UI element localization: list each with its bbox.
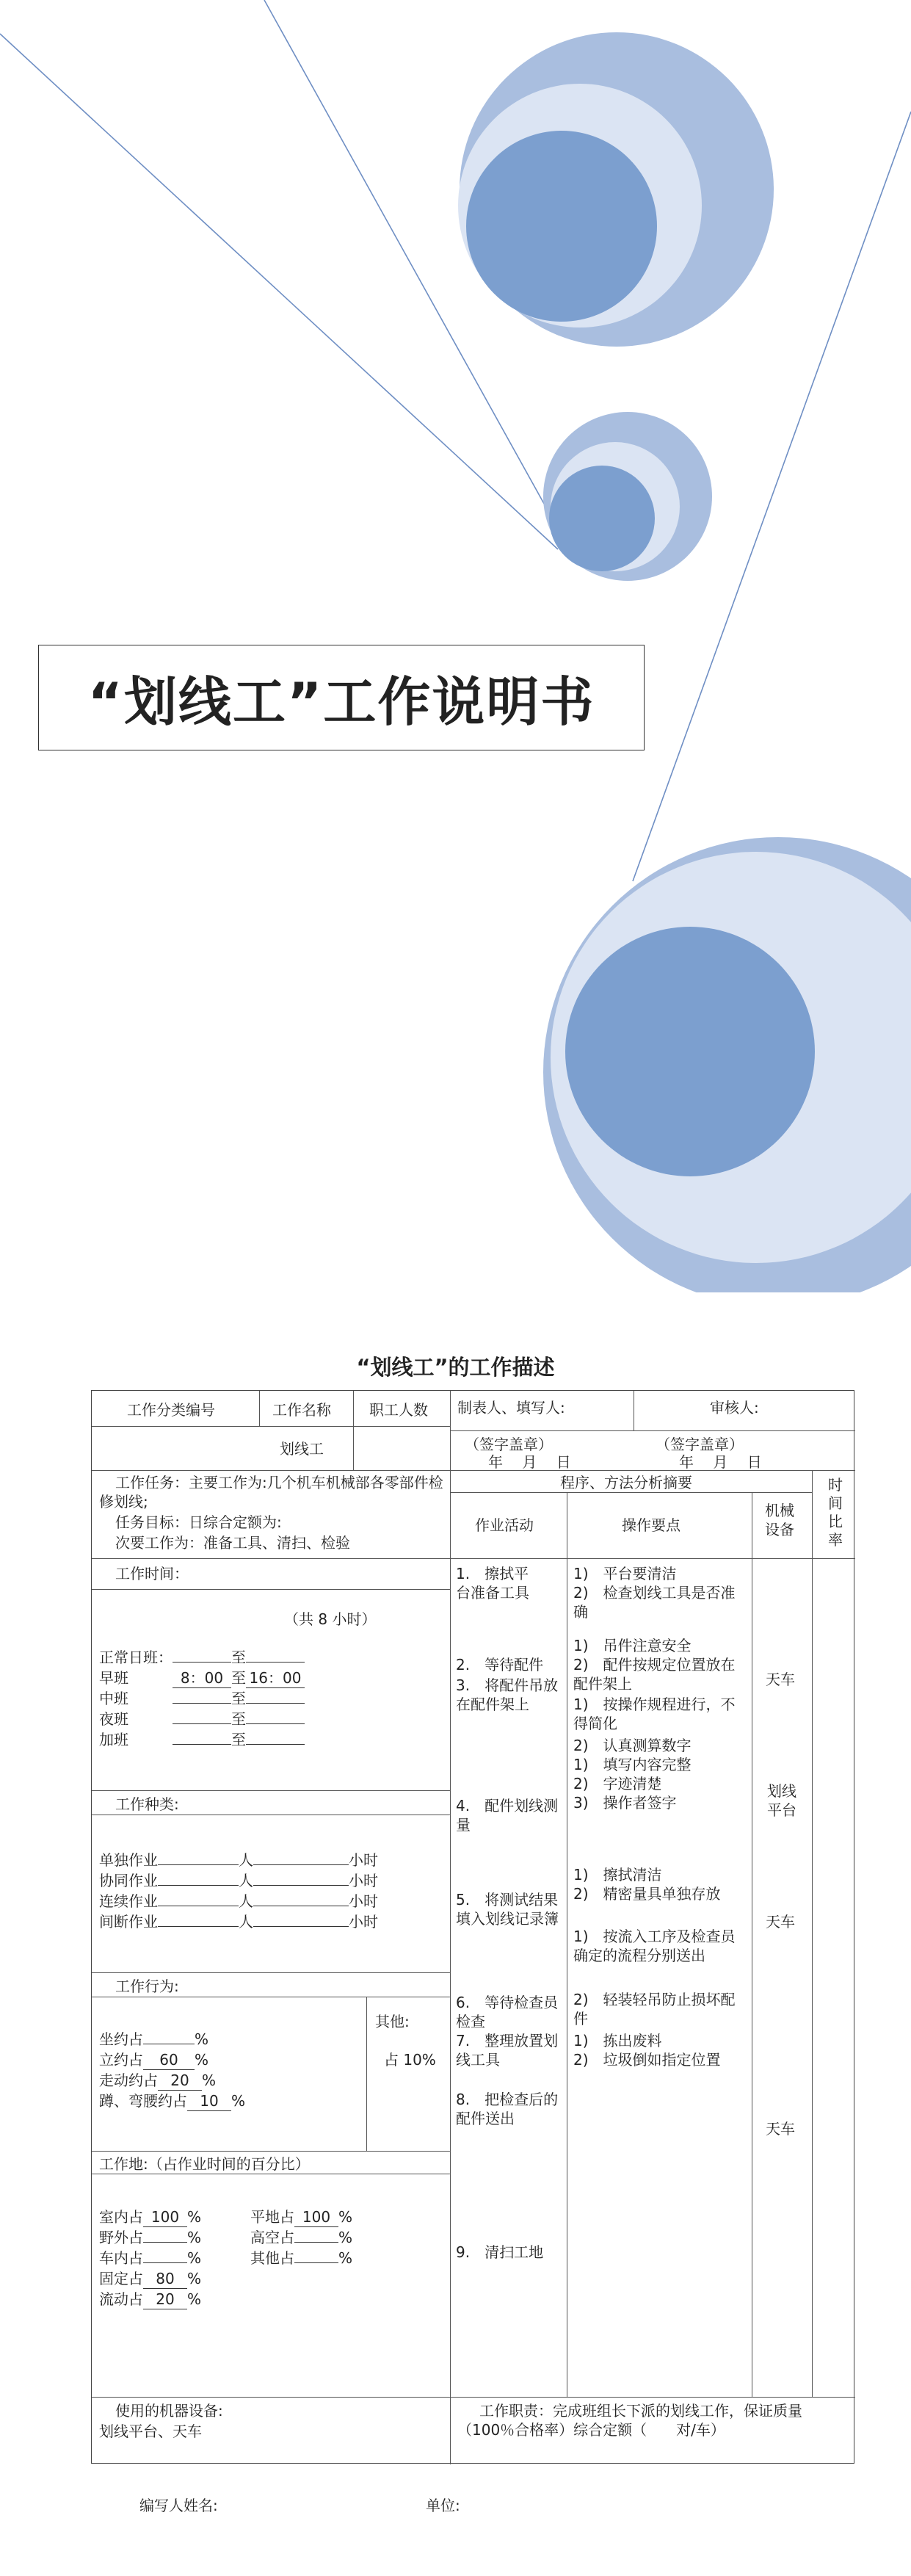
place-outdoor: 野外占 % (99, 2229, 202, 2246)
point-3: 1) 吊件注意安全 (573, 1637, 692, 1654)
shift-night: 夜班 至 (99, 1710, 305, 1729)
behavior-label: 工作行为: (115, 1978, 179, 1995)
cover-title: “划线工”工作说明书 (87, 671, 595, 733)
job-code-label: 工作分类编号 (127, 1401, 215, 1419)
place-indoor: 室内占 100 % (99, 2208, 202, 2226)
shift-overtime: 加班 至 (99, 1730, 305, 1749)
job-description-form (91, 1390, 854, 2464)
point-2: 2) 检查划线工具是否准确 (573, 1584, 736, 1621)
point-4: 2) 配件按规定位置放在配件架上 (573, 1656, 736, 1693)
job-duty: 工作职责：完成班组长下派的划线工作，保证质量（100％合格率）综合定额（ 对/车） (457, 2402, 802, 2439)
activity-8: 8. 把检查后的配件送出 (456, 2091, 559, 2127)
place-height: 高空占 % (250, 2229, 353, 2246)
date-right: 年 月 日 (679, 1453, 762, 1471)
activity-1: 1. 擦拭平台准备工具 (456, 1565, 529, 1602)
description-title: “划线工”的工作描述 (356, 1355, 555, 1380)
place-label: 工作地:（占作业时间的百分比） (99, 2155, 310, 2173)
work-type-continuous: 连续作业 人 小时 (99, 1892, 378, 1910)
col-equipment: 机械设备 (765, 1502, 794, 1538)
activity-7: 7. 整理放置划线工具 (456, 2032, 559, 2069)
main-task: 工作任务：主要工作为:几个机车机械部各零部件检修划线; (99, 1474, 443, 1510)
activity-5: 5. 将测试结果填入划线记录簿 (456, 1891, 559, 1928)
work-type-intermittent: 间断作业 人 小时 (99, 1913, 378, 1931)
machines-value: 划线平台、天车 (99, 2423, 202, 2440)
point-5: 1) 按操作规程进行，不得简化 (573, 1696, 736, 1732)
shift-early: 早班 8：00 至 16：00 (99, 1668, 305, 1688)
place-fixed: 固定占 80 % (99, 2270, 202, 2287)
col-activity: 作业活动 (475, 1516, 534, 1534)
sign-left: （签字盖章） (465, 1436, 553, 1453)
point-13: 2) 轻装轻吊防止损坏配件 (573, 1991, 736, 2027)
work-time-label: 工作时间： (115, 1565, 189, 1582)
place-mobile: 流动占 20 % (99, 2290, 202, 2308)
work-type-single: 单独作业 人 小时 (99, 1851, 378, 1869)
behavior-stand: 立约占 60 % (99, 2051, 209, 2069)
activity-6: 6. 等待检查员检查 (456, 1994, 559, 2030)
footer-unit: 单位: (426, 2497, 460, 2514)
point-9: 3) 操作者签字 (573, 1794, 677, 1812)
place-vehicle: 车内占 % (99, 2249, 202, 2267)
point-12: 1) 按流入工序及检查员确定的流程分别送出 (573, 1928, 736, 1964)
point-1: 1) 平台要清洁 (573, 1565, 677, 1582)
work-time-total: （共 8 小时） (284, 1610, 377, 1628)
job-name-label: 工作名称 (272, 1401, 331, 1419)
activity-3: 3. 将配件吊放在配件架上 (456, 1676, 559, 1713)
staff-count-label: 职工人数 (369, 1401, 428, 1419)
point-7: 1) 填写内容完整 (573, 1756, 692, 1773)
secondary-task: 次要工作为：准备工具、清扫、检验 (115, 1534, 350, 1552)
shift-middle: 中班 至 (99, 1689, 305, 1708)
footer-author: 编写人姓名: (139, 2497, 218, 2514)
behavior-other-value: 占 10% (384, 2051, 436, 2069)
equipment-3: 天车 (766, 1913, 795, 1931)
behavior-walk: 走动约占 20 % (99, 2072, 217, 2089)
place-other: 其他占 % (250, 2249, 353, 2267)
point-11: 2) 精密量具单独存放 (573, 1885, 721, 1903)
equipment-1: 天车 (766, 1671, 795, 1688)
shift-regular: 正常日班： 至 (99, 1648, 305, 1667)
activity-4: 4. 配件划线测量 (456, 1797, 559, 1834)
behavior-bend: 蹲、弯腰约占 10 % (99, 2092, 246, 2110)
point-15: 2) 垃圾倒如指定位置 (573, 2051, 721, 2069)
prepared-by-label: 制表人、填写人: (457, 1399, 565, 1417)
machines-label: 使用的机器设备: (115, 2402, 223, 2420)
activity-9: 9. 清扫工地 (456, 2243, 544, 2261)
col-points: 操作要点 (622, 1516, 680, 1534)
point-10: 1) 擦拭清洁 (573, 1866, 662, 1884)
sign-right: （签字盖章） (656, 1436, 744, 1453)
behavior-sit: 坐约占 % (99, 2030, 209, 2048)
point-14: 1) 拣出废料 (573, 2032, 662, 2049)
cover-title-box (38, 645, 645, 750)
behavior-other-label: 其他: (375, 2013, 410, 2030)
col-time: 时间比率 (828, 1476, 843, 1549)
equipment-2: 划线平台 (767, 1782, 796, 1819)
equipment-4: 天车 (766, 2120, 795, 2138)
circle-mid-inner (549, 466, 655, 571)
reviewer-label: 审核人: (710, 1399, 759, 1417)
work-type-label: 工作种类: (115, 1795, 179, 1813)
place-ground: 平地占 100 % (250, 2208, 353, 2226)
date-left: 年 月 日 (488, 1453, 571, 1471)
circle-top-inner (466, 131, 657, 322)
job-name-value: 划线工 (280, 1440, 324, 1458)
work-type-cooperative: 协同作业 人 小时 (99, 1872, 378, 1889)
analysis-header: 程序、方法分析摘要 (560, 1474, 692, 1491)
task-target: 任务目标：日综合定额为: (115, 1513, 282, 1531)
point-8: 2) 字迹清楚 (573, 1775, 662, 1792)
activity-2: 2. 等待配件 (456, 1656, 544, 1674)
point-6: 2) 认真测算数字 (573, 1737, 692, 1754)
circle-bottom-inner (565, 927, 815, 1176)
